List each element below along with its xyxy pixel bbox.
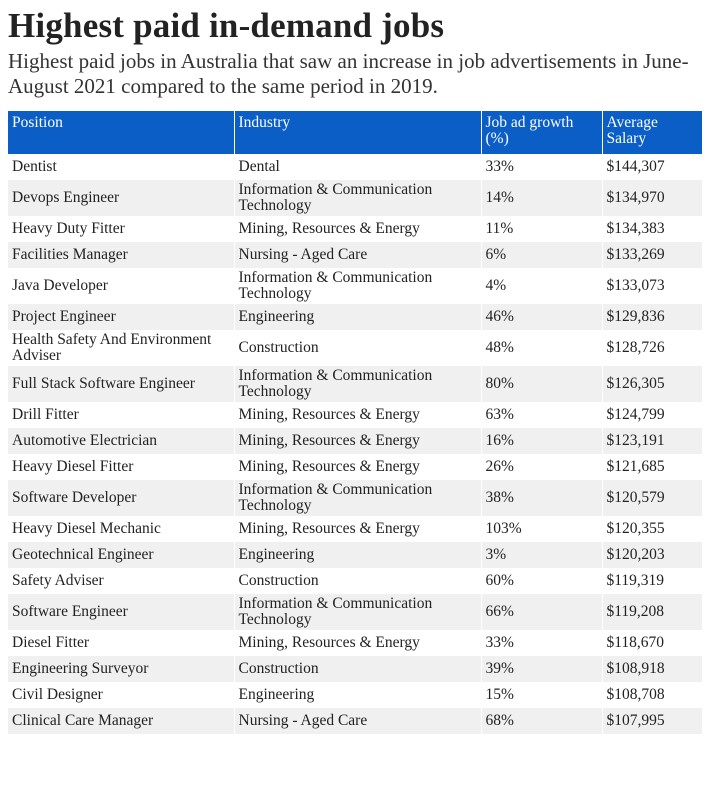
cell-average-salary: $123,191 xyxy=(602,428,702,454)
table-row xyxy=(8,656,702,682)
cell-average-salary: $134,383 xyxy=(606,220,665,237)
cell-position: Software Engineer xyxy=(8,594,234,630)
cell-job-ad-growth: 16% xyxy=(481,428,602,454)
cell-job-ad-growth: 11% xyxy=(481,216,602,242)
table-row xyxy=(8,568,702,594)
table-row xyxy=(8,454,702,480)
cell-industry: Information & Communication Technology xyxy=(234,594,481,630)
cell-job-ad-growth: 80% xyxy=(481,366,602,402)
table-row xyxy=(8,542,702,568)
cell-industry: Construction xyxy=(234,330,481,366)
table-row xyxy=(8,480,702,516)
cell-industry: Engineering xyxy=(234,682,481,708)
cell-industry: Dental xyxy=(234,154,481,180)
cell-job-ad-growth: 46% xyxy=(481,304,602,330)
cell-industry: Mining, Resources & Energy xyxy=(234,216,481,242)
cell-job-ad-growth: 63% xyxy=(481,402,602,428)
cell-position: Health Safety And Environment Adviser xyxy=(8,330,234,366)
cell-job-ad-growth: 60% xyxy=(481,568,602,594)
cell-industry: Construction xyxy=(234,568,481,594)
cell-job-ad-growth: 3% xyxy=(481,542,602,568)
table-row xyxy=(8,330,702,366)
cell-job-ad-growth: 68% xyxy=(481,708,602,734)
cell-position: Heavy Diesel Fitter xyxy=(8,454,234,480)
cell-position: Full Stack Software Engineer xyxy=(8,366,234,402)
cell-position: Software Developer xyxy=(8,480,234,516)
table-row xyxy=(8,180,702,216)
cell-position: Civil Designer xyxy=(8,682,234,708)
cell-average-salary: $120,355 xyxy=(606,520,665,537)
cell-industry: Mining, Resources & Energy xyxy=(234,516,481,542)
cell-average-salary: $119,208 xyxy=(602,594,702,630)
table-row xyxy=(8,154,702,180)
cell-position: Project Engineer xyxy=(8,304,234,330)
cell-job-ad-growth: 26% xyxy=(481,454,602,480)
cell-industry: Nursing - Aged Care xyxy=(234,708,481,734)
cell-job-ad-growth: 14% xyxy=(481,180,602,216)
table-row xyxy=(8,366,702,402)
cell-industry: Information & Communication Technology xyxy=(234,268,481,304)
header-row xyxy=(8,111,702,154)
cell-job-ad-growth: 48% xyxy=(481,330,602,366)
header-average-salary: Average Salary xyxy=(602,111,702,154)
cell-job-ad-growth: 4% xyxy=(481,268,602,304)
cell-position: Facilities Manager xyxy=(8,242,234,268)
cell-industry: Mining, Resources & Energy xyxy=(234,454,481,480)
cell-position: Engineering Surveyor xyxy=(8,656,234,682)
header-job-ad-growth: Job ad growth (%) xyxy=(481,111,602,154)
cell-industry: Mining, Resources & Energy xyxy=(234,630,481,656)
cell-industry: Mining, Resources & Energy xyxy=(234,402,481,428)
cell-average-salary: $108,708 xyxy=(606,686,665,703)
table-row xyxy=(8,216,702,242)
cell-average-salary: $121,685 xyxy=(606,458,665,475)
cell-position: Devops Engineer xyxy=(8,180,234,216)
cell-industry: Engineering xyxy=(234,304,481,330)
cell-average-salary: $107,995 xyxy=(602,708,702,734)
cell-job-ad-growth: 15% xyxy=(481,682,602,708)
cell-position: Java Developer xyxy=(8,268,234,304)
table-row xyxy=(8,682,702,708)
cell-average-salary: $124,799 xyxy=(606,406,665,423)
cell-position: Dentist xyxy=(8,154,234,180)
cell-job-ad-growth: 33% xyxy=(481,154,602,180)
cell-average-salary: $133,269 xyxy=(602,242,702,268)
table-row xyxy=(8,428,702,454)
table-row xyxy=(8,516,702,542)
chart-subtitle: Highest paid jobs in Australia that saw an increase in job advertisements in June-August 2021 compared to the same period in 2019. xyxy=(8,49,689,98)
cell-position: Automotive Electrician xyxy=(8,428,234,454)
cell-average-salary: $120,203 xyxy=(602,542,702,568)
cell-job-ad-growth: 38% xyxy=(481,480,602,516)
cell-average-salary: $128,726 xyxy=(606,339,665,356)
cell-average-salary: $134,970 xyxy=(602,180,702,216)
cell-position: Drill Fitter xyxy=(8,402,234,428)
cell-average-salary: $133,073 xyxy=(606,277,665,294)
cell-position: Geotechnical Engineer xyxy=(8,542,234,568)
table-row xyxy=(8,402,702,428)
cell-average-salary: $120,579 xyxy=(602,480,702,516)
cell-job-ad-growth: 33% xyxy=(481,630,602,656)
table-row xyxy=(8,630,702,656)
header-position: Position xyxy=(8,111,234,154)
cell-job-ad-growth: 103% xyxy=(481,516,602,542)
cell-average-salary: $126,305 xyxy=(602,366,702,402)
table-header xyxy=(8,111,702,154)
table-body xyxy=(8,154,702,734)
table-row xyxy=(8,268,702,304)
cell-position: Safety Adviser xyxy=(8,568,234,594)
cell-average-salary: $129,836 xyxy=(602,304,702,330)
cell-average-salary: $119,319 xyxy=(606,572,665,589)
cell-industry: Information & Communication Technology xyxy=(234,366,481,402)
cell-position: Heavy Duty Fitter xyxy=(8,216,234,242)
cell-job-ad-growth: 6% xyxy=(481,242,602,268)
cell-job-ad-growth: 39% xyxy=(481,656,602,682)
cell-average-salary: $118,670 xyxy=(606,634,665,651)
cell-position: Clinical Care Manager xyxy=(8,708,234,734)
cell-industry: Information & Communication Technology xyxy=(234,480,481,516)
header-industry: Industry xyxy=(234,111,481,154)
chart-title: Highest paid in-demand jobs xyxy=(8,6,445,45)
cell-position: Diesel Fitter xyxy=(8,630,234,656)
jobs-table xyxy=(8,111,702,734)
table-row xyxy=(8,242,702,268)
cell-average-salary: $144,307 xyxy=(606,158,665,175)
cell-industry: Construction xyxy=(234,656,481,682)
table-row xyxy=(8,708,702,734)
cell-industry: Nursing - Aged Care xyxy=(234,242,481,268)
table-row xyxy=(8,594,702,630)
table-row xyxy=(8,304,702,330)
cell-industry: Mining, Resources & Energy xyxy=(234,428,481,454)
cell-position: Heavy Diesel Mechanic xyxy=(8,516,234,542)
cell-job-ad-growth: 66% xyxy=(481,594,602,630)
cell-average-salary: $108,918 xyxy=(602,656,702,682)
cell-industry: Engineering xyxy=(234,542,481,568)
cell-industry: Information & Communication Technology xyxy=(234,180,481,216)
